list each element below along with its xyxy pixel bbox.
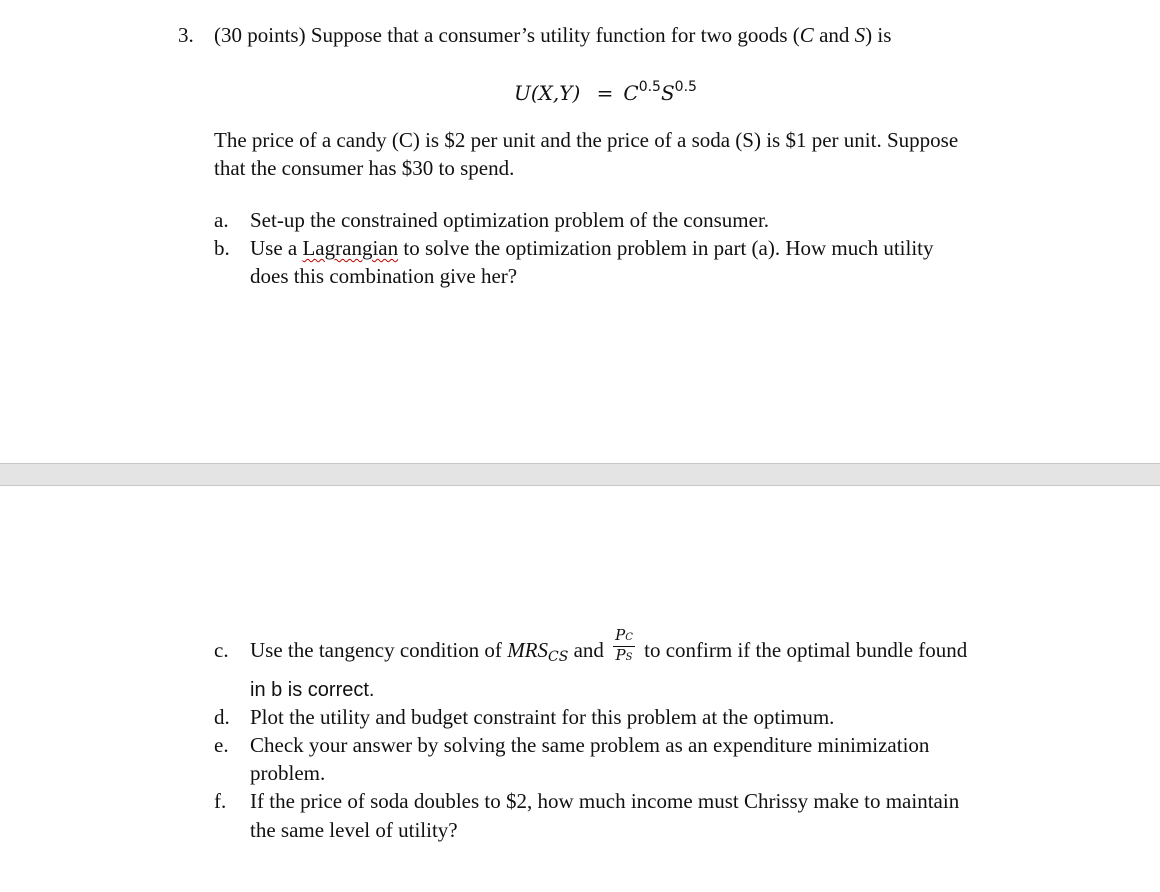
part-b-label: b.	[214, 236, 230, 260]
part-f-text: If the price of soda doubles to $2, how much income must Chrissy make to maintain	[250, 789, 960, 813]
part-d-label: d.	[214, 705, 230, 729]
frac-den-sub: S	[625, 651, 633, 663]
price-paragraph-line-2: that the consumer has $30 to spend.	[214, 156, 515, 180]
question-number: 3.	[178, 23, 194, 47]
spellcheck-flagged-word[interactable]: Lagrangian	[302, 236, 399, 260]
price-paragraph-line-1: The price of a candy (C) is $2 per unit and the price of a soda (S) is $1 per unit. Suppose	[214, 128, 959, 152]
part-a-label: a.	[214, 208, 229, 232]
equation-lhs: U(X,Y)	[514, 81, 581, 105]
part-c-text-line-2: in b is correct.	[250, 679, 375, 701]
frac-num-base: P	[615, 625, 626, 644]
part-d-text: Plot the utility and budget constraint for this problem at the optimum.	[250, 705, 835, 729]
part-e-text: Check your answer by solving the same problem as an expenditure minimization	[250, 733, 930, 757]
part-e-label: e.	[214, 733, 229, 757]
part-c-label: c.	[214, 638, 229, 662]
good-c-variable: C	[799, 23, 814, 47]
utility-equation: $U(X,Y) = C^{0.5}S^{0.5}$	[514, 79, 697, 105]
frac-num-sub: C	[625, 631, 633, 643]
equation-base-c: C	[623, 81, 639, 105]
part-f-text-line-2: the same level of utility?	[250, 818, 458, 842]
good-s-variable: S	[854, 23, 866, 47]
mrs-subscript: CS	[548, 649, 569, 665]
part-a-text: Set-up the constrained optimization problem of the consumer.	[250, 208, 770, 232]
equation-exp-s: 0.5	[674, 79, 697, 95]
equation-base-s: S	[660, 81, 675, 105]
equation-exp-c: 0.5	[638, 79, 661, 95]
frac-den-base: P	[615, 645, 626, 664]
mrs-symbol: MRS	[507, 638, 549, 662]
part-b-text: Use a Lagrangian to solve the optimization problem in part (a). How much utility	[250, 236, 934, 260]
price-ratio-fraction	[613, 625, 635, 665]
question-intro: (30 points) Suppose that a consumer’s utility function for two goods (C and S) is	[214, 23, 892, 47]
part-f-label: f.	[214, 789, 227, 813]
part-b-text-line-2: does this combination give her?	[250, 264, 518, 288]
part-e-text-line-2: problem.	[250, 761, 326, 785]
part-c-text: Use the tangency condition of $MRS_{CS}$ and $\frac{PC}{PS}$ to confirm if the optimal bundle found	[250, 625, 968, 665]
page-break	[0, 463, 1160, 486]
